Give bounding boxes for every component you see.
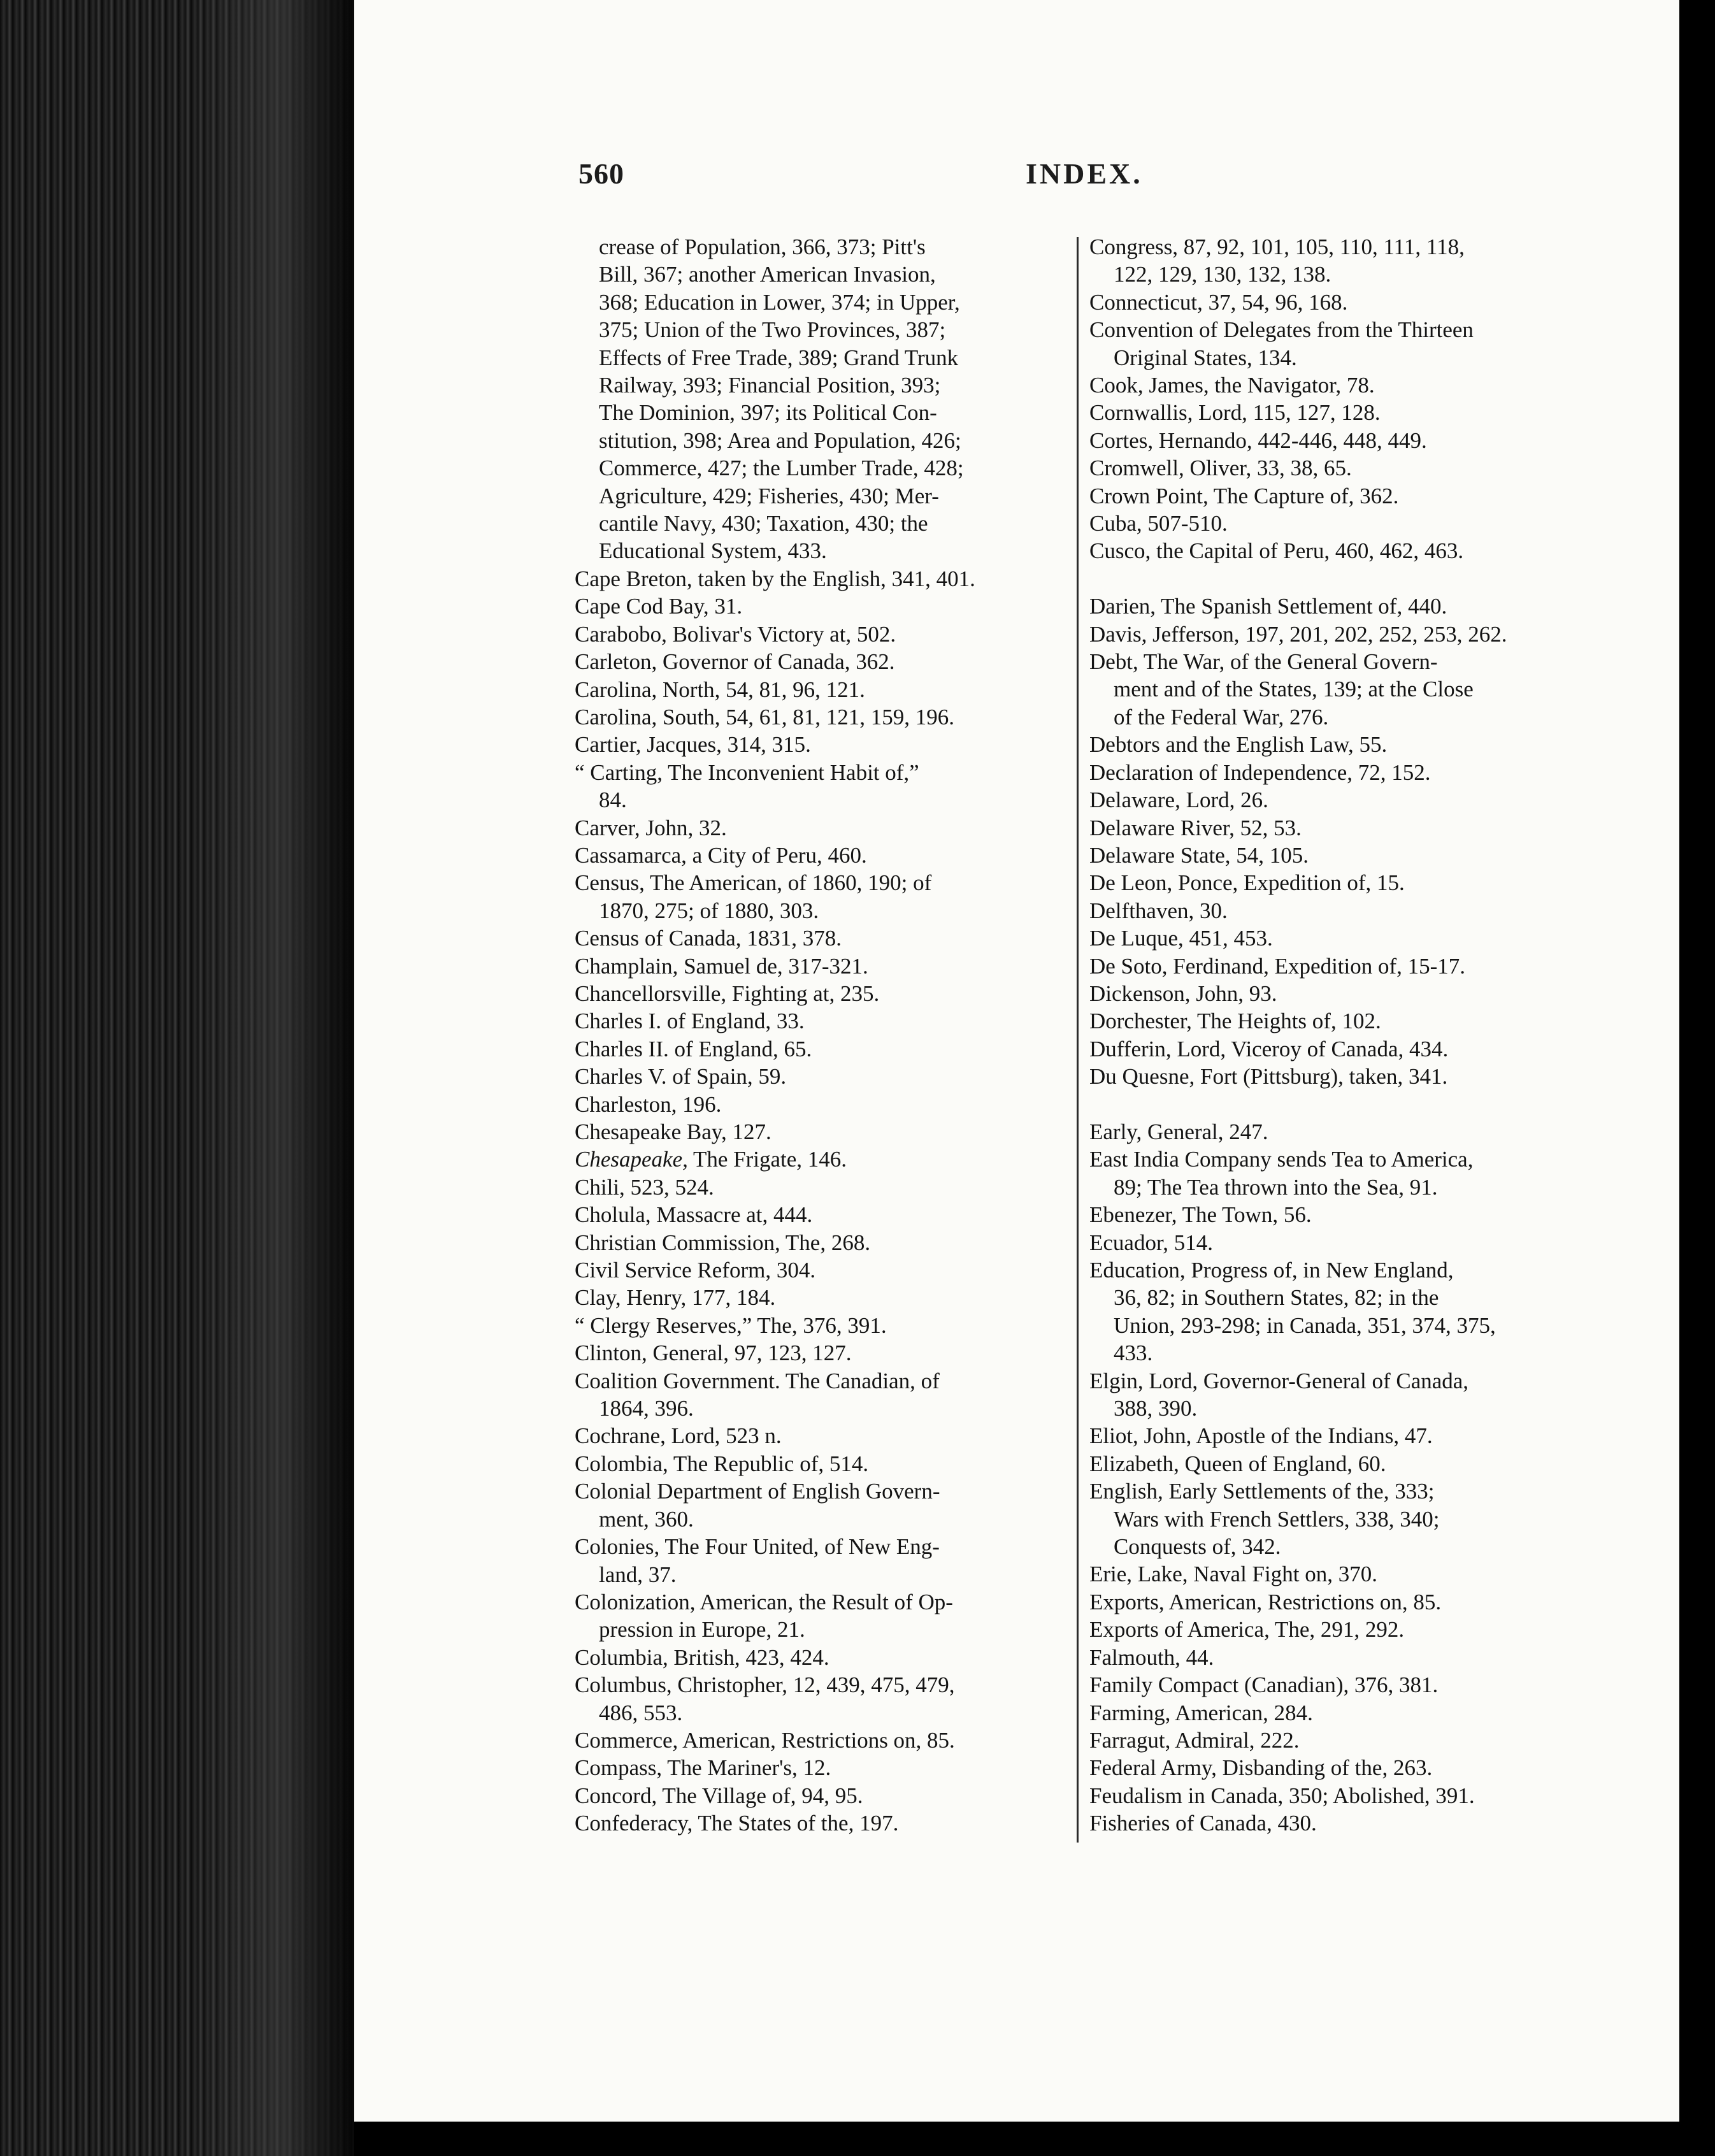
index-entry-line: Dickenson, John, 93. [1089,981,1277,1006]
index-entry [1089,1367,1580,1423]
index-entry-line: Crown Point, The Capture of, 362. [1089,483,1399,508]
index-entry-line: Ebenezer, The Town, 56. [1089,1202,1312,1228]
index-entry-line: Cortes, Hernando, 442-446, 448, 449. [1089,428,1427,453]
index-entry [575,1201,1066,1228]
index-entry [1089,454,1580,482]
index-entry-line: Confederacy, The States of the, 197. [575,1811,899,1836]
index-entry-line: De Soto, Ferdinand, Expedition of, 15-17. [1089,953,1466,979]
index-entry-line: Civil Service Reform, 304. [575,1258,816,1283]
index-entry [575,1118,1066,1146]
index-entry [1089,1007,1580,1035]
index-entry-line: Columbia, British, 423, 424. [575,1644,829,1670]
index-entry-line: stitution, 398; Area and Population, 426; [599,428,961,453]
index-entry-line: Educational System, 433. [599,538,827,564]
index-entry-line: Wars with French Settlers, 338, 340; [1114,1506,1440,1532]
index-entry-line: Family Compact (Canadian), 376, 381. [1089,1672,1439,1698]
index-entry-line: Compass, The Mariner's, 12. [575,1755,831,1781]
index-entry-line: Carolina, South, 54, 61, 81, 121, 159, 196. [575,704,954,729]
index-entry [1089,399,1580,426]
index-entry-line: Farragut, Admiral, 222. [1089,1727,1300,1753]
index-entry [575,1284,1066,1311]
index-entry [1089,1118,1580,1146]
page-bottom-border [354,2122,1679,2156]
index-entry-line: Chesapeake Bay, 127. [575,1119,771,1144]
index-entry-line: Falmouth, 44. [1089,1644,1214,1670]
index-entry-line: Commerce, 427; the Lumber Trade, 428; [599,456,964,481]
page-number: 560 [578,157,624,190]
index-entry [1089,1782,1580,1809]
index-entry-line: Cape Breton, taken by the English, 341, 401. [575,566,975,591]
index-entry-line: Convention of Delegates from the Thirteen [1089,317,1474,343]
index-entry [1089,869,1580,896]
index-entry [575,952,1066,980]
index-entry-line: pression in Europe, 21. [599,1617,805,1642]
index-entry [1089,1560,1580,1588]
index-entry-line: Carver, John, 32. [575,815,727,840]
index-entry [575,1671,1066,1727]
index-entry [1089,1644,1580,1671]
index-entry-line [575,1146,1066,1173]
index-entry-line: Colonies, The Four United, of New Eng- [575,1534,940,1560]
index-entry-line: De Leon, Ponce, Expedition of, 15. [1089,870,1405,896]
index-entry [1089,980,1580,1007]
index-entry-line: 1864, 396. [599,1396,694,1421]
index-entry-line: Colombia, The Republic of, 514. [575,1451,869,1476]
index-entry-line: Congress, 87, 92, 101, 105, 110, 111, 118, [1089,234,1465,259]
index-entry-line: 375; Union of the Two Provinces, 387; [599,317,946,343]
index-entry-line: Cartier, Jacques, 314, 315. [575,732,811,758]
index-entry-line: ment, 360. [599,1506,694,1532]
index-entry-line: 433. [1114,1340,1153,1366]
index-entry-line: East India Company sends Tea to America, [1089,1147,1474,1172]
index-entry-line: Erie, Lake, Naval Fight on, 370. [1089,1562,1377,1587]
index-entry [1089,1588,1580,1616]
index-entry [1089,1229,1580,1256]
index-entry-line: Original States, 134. [1114,345,1297,370]
index-entry-line: Cuba, 507-510. [1089,511,1228,536]
index-entry-line: English, Early Settlements of the, 333; [1089,1479,1435,1504]
index-entry-line: Agriculture, 429; Fisheries, 430; Mer- [599,483,939,508]
index-entry-line: 368; Education in Lower, 374; in Upper, [599,289,960,315]
index-entry-line: Charles II. of England, 65. [575,1036,812,1061]
index-entry-line: land, 37. [599,1562,677,1587]
index-entry-line: Chili, 523, 524. [575,1174,714,1200]
index-entry-line: Davis, Jefferson, 197, 201, 202, 252, 253, 262. [1089,621,1507,647]
index-entry [575,1256,1066,1284]
index-entry-line: Education, Progress of, in New England, [1089,1258,1454,1283]
index-entry [1089,1809,1580,1837]
index-entry-line: Charles I. of England, 33. [575,1009,805,1034]
index-entry-line: Early, General, 247. [1089,1119,1268,1144]
index-entry-text: The Frigate, 146. [687,1147,847,1172]
index-entry [1089,842,1580,869]
index-entry [575,814,1066,842]
index-entry [575,1588,1066,1644]
index-entry-line: Carolina, North, 54, 81, 96, 121. [575,677,865,702]
index-entry [575,1229,1066,1256]
index-section-gap [1089,1091,1580,1118]
index-entry-line: Champlain, Samuel de, 317-321. [575,953,868,979]
index-entry [1089,924,1580,952]
index-section-gap [1089,565,1580,593]
index-entry-line: Commerce, American, Restrictions on, 85. [575,1727,955,1753]
index-entry-line: Dorchester, The Heights of, 102. [1089,1009,1381,1034]
index-entry [575,1422,1066,1449]
index-entry [1089,1035,1580,1063]
index-entry-line: 89; The Tea thrown into the Sea, 91. [1114,1174,1438,1200]
index-entry [1089,537,1580,564]
index-entry-line: crease of Population, 366, 373; Pitt's [599,234,926,259]
index-entry-line: Colonization, American, the Result of Op- [575,1589,953,1614]
index-column-right [1089,233,1580,1837]
index-entry [1089,1699,1580,1727]
index-entry [1089,1201,1580,1228]
index-entry [575,1782,1066,1809]
index-entry-line: Delfthaven, 30. [1089,898,1228,923]
index-entry-line: ment and of the States, 139; at the Close [1114,677,1474,702]
index-entry-line: Effects of Free Trade, 389; Grand Trunk [599,345,959,370]
column-divider [1077,237,1079,1843]
index-entry [575,621,1066,648]
index-entry-line: 84. [599,787,627,813]
index-entry [575,1174,1066,1201]
index-entry-line: 122, 129, 130, 132, 138. [1114,262,1331,287]
index-entry [1089,1754,1580,1781]
index-entry [575,1007,1066,1035]
index-entry [575,648,1066,675]
index-entry [575,1727,1066,1754]
index-column-left [575,233,1066,1837]
index-entry-line: Bill, 367; another American Invasion, [599,262,936,287]
index-entry [1089,621,1580,648]
index-entry [575,1367,1066,1423]
index-entry-line: Cusco, the Capital of Peru, 460, 462, 463. [1089,538,1464,564]
index-entry-line: Clay, Henry, 177, 184. [575,1285,776,1311]
index-entry-line: Dufferin, Lord, Viceroy of Canada, 434. [1089,1036,1449,1061]
index-entry-line: Carleton, Governor of Canada, 362. [575,649,895,675]
index-entry-line: Delaware River, 52, 53. [1089,815,1302,840]
index-entry [1089,731,1580,758]
index-entry [575,1644,1066,1671]
spine-shadow [191,0,357,2156]
index-entry [1089,759,1580,786]
index-entry-line: Cook, James, the Navigator, 78. [1089,373,1375,398]
index-entry [575,980,1066,1007]
index-entry [1089,1671,1580,1699]
index-entry-line: Connecticut, 37, 54, 96, 168. [1089,289,1348,315]
index-entry-line: Federal Army, Disbanding of the, 263. [1089,1755,1433,1781]
index-entry-line: Cape Cod Bay, 31. [575,594,743,619]
index-entry [1089,371,1580,399]
index-entry-line: De Luque, 451, 453. [1089,926,1273,951]
index-entry-line: Cassamarca, a City of Peru, 460. [575,842,867,868]
index-entry [1089,593,1580,620]
index-entry-line: Chancellorsville, Fighting at, 235. [575,981,880,1006]
index-entry-line: Exports of America, The, 291, 292. [1089,1617,1405,1642]
index-entry-line: Exports, American, Restrictions on, 85. [1089,1589,1442,1614]
index-entry-line: 486, 553. [599,1700,683,1725]
index-entry-line: Elizabeth, Queen of England, 60. [1089,1451,1386,1476]
index-entry-line: Charles V. of Spain, 59. [575,1064,787,1089]
index-entry-line: Cromwell, Oliver, 33, 38, 65. [1089,456,1352,481]
index-entry [575,1754,1066,1781]
index-entry [1089,427,1580,454]
index-entry [1089,316,1580,371]
index-entry-line: Debtors and the English Law, 55. [1089,732,1388,758]
index-entry-line: cantile Navy, 430; Taxation, 430; the [599,511,928,536]
index-entry-line: Eliot, John, Apostle of the Indians, 47. [1089,1423,1433,1449]
index-entry [575,233,1066,565]
index-entry [575,924,1066,952]
index-entry [1089,1450,1580,1477]
index-entry-italic-term: Chesapeake, [575,1147,688,1172]
index-entry-line: Railway, 393; Financial Position, 393; [599,373,941,398]
index-entry-line: Census of Canada, 1831, 378. [575,926,842,951]
index-entry-line: “ Clergy Reserves,” The, 376, 391. [575,1312,887,1338]
index-entry [575,703,1066,731]
index-entry [575,1091,1066,1118]
index-entry [575,869,1066,924]
index-entry-line: Ecuador, 514. [1089,1230,1213,1255]
index-entry-line: Declaration of Independence, 72, 152. [1089,759,1431,785]
index-entry-line: Cornwallis, Lord, 115, 127, 128. [1089,400,1381,426]
index-entry-line: Coalition Government. The Canadian, of [575,1368,940,1393]
page-right-border [1679,0,1715,2156]
index-entry-line: Delaware State, 54, 105. [1089,842,1309,868]
index-entry [575,676,1066,703]
index-entry-line: Union, 293-298; in Canada, 351, 374, 375, [1114,1312,1496,1338]
index-entry [575,759,1066,814]
index-entry [575,565,1066,593]
index-entry [575,1063,1066,1090]
index-entry [575,1035,1066,1063]
index-entry [1089,897,1580,924]
index-entry-line: Fisheries of Canada, 430. [1089,1811,1317,1836]
index-entry [1089,1616,1580,1643]
index-entry-line: Christian Commission, The, 268. [575,1230,871,1255]
index-entry [575,731,1066,758]
index-entry [1089,233,1580,289]
index-entry [1089,1727,1580,1754]
index-entry-line: 388, 390. [1114,1396,1198,1421]
index-entry-line: Elgin, Lord, Governor-General of Canada, [1089,1368,1469,1393]
index-entry-line: Debt, The War, of the General Govern- [1089,649,1438,675]
index-entry-line: Clinton, General, 97, 123, 127. [575,1340,852,1366]
index-entry [1089,1477,1580,1560]
index-entry [575,593,1066,620]
index-entry [1089,482,1580,510]
index-entry [1089,814,1580,842]
index-entry-line: Delaware, Lord, 26. [1089,787,1268,813]
index-entry [575,1477,1066,1533]
index-entry-line: Farming, American, 284. [1089,1700,1313,1725]
index-entry-line: Concord, The Village of, 94, 95. [575,1783,863,1808]
index-entry [1089,648,1580,731]
index-entry [1089,952,1580,980]
index-entry [1089,1256,1580,1367]
index-entry [1089,1063,1580,1090]
index-entry [1089,510,1580,537]
index-entry [575,1312,1066,1339]
index-entry-line: Cochrane, Lord, 523 n. [575,1423,782,1449]
index-entry-line: Charleston, 196. [575,1091,722,1117]
index-entry-line: Cholula, Massacre at, 444. [575,1202,813,1228]
index-entry [1089,1146,1580,1201]
index-entry [575,1809,1066,1837]
index-entry [575,842,1066,869]
index-entry-line: 36, 82; in Southern States, 82; in the [1114,1285,1439,1311]
index-entry-line: Colonial Department of English Govern- [575,1479,940,1504]
index-entry-line: of the Federal War, 276. [1114,704,1329,729]
index-entry [1089,1422,1580,1449]
index-entry-line: Columbus, Christopher, 12, 439, 475, 479, [575,1672,955,1698]
index-entry-line: 1870, 275; of 1880, 303. [599,898,819,923]
index-entry-line: Census, The American, of 1860, 190; of [575,870,932,896]
index-entry [1089,786,1580,814]
index-entry [575,1450,1066,1477]
index-entry-line: The Dominion, 397; its Political Con- [599,400,937,426]
index-entry [1089,289,1580,316]
index-entry-line: “ Carting, The Inconvenient Habit of,” [575,759,919,785]
index-entry-line: Du Quesne, Fort (Pittsburg), taken, 341. [1089,1064,1448,1089]
index-entry [575,1339,1066,1367]
running-head: INDEX. [1026,157,1143,190]
index-entry-line: Darien, The Spanish Settlement of, 440. [1089,594,1447,619]
index-entry [575,1146,1066,1173]
index-entry-line: Conquests of, 342. [1114,1534,1281,1560]
index-entry-line: Carabobo, Bolivar's Victory at, 502. [575,621,896,647]
index-entry-line: Feudalism in Canada, 350; Abolished, 391. [1089,1783,1475,1808]
index-entry [575,1533,1066,1588]
